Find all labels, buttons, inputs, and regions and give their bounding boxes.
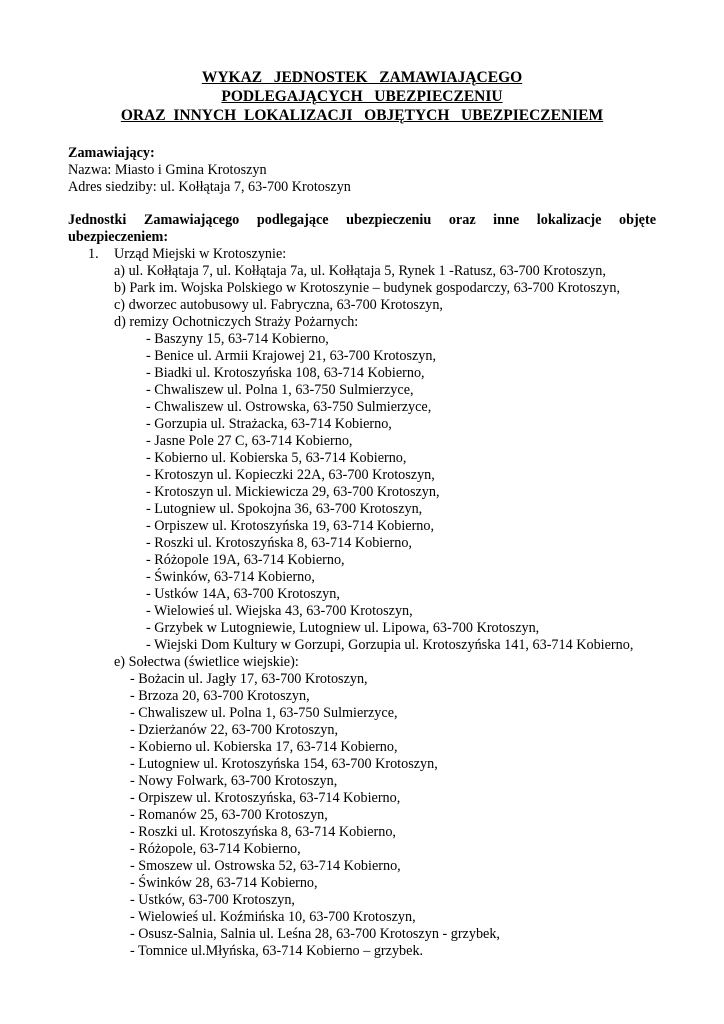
zamawiajacy-name: Nazwa: Miasto i Gmina Krotoszyn [68, 162, 267, 178]
list-item: - Bożacin ul. Jagły 17, 63-700 Krotoszyn, [130, 671, 368, 687]
list-item: - Jasne Pole 27 C, 63-714 Kobierno, [146, 433, 353, 449]
list-item: - Dzierżanów 22, 63-700 Krotoszyn, [130, 722, 339, 738]
list-item: - Gorzupia ul. Strażacka, 63-714 Kobierno, [146, 416, 392, 432]
list-item: - Wiejski Dom Kultury w Gorzupi, Gorzupia ul. Krotoszyńska 141, 63-714 Kobierno, [146, 637, 634, 653]
list-item: - Chwaliszew ul. Polna 1, 63-750 Sulmierzyce, [130, 705, 398, 721]
list-item-label: Urząd Miejski w Krotoszynie: [114, 246, 287, 262]
list-item: - Biadki ul. Krotoszyńska 108, 63-714 Kobierno, [146, 365, 425, 381]
sub-item-b: b) Park im. Wojska Polskiego w Krotoszynie – budynek gospodarczy, 63-700 Krotoszyn, [114, 280, 620, 296]
jednostki-heading: Jednostki Zamawiającego podlegające ubezpieczeniu oraz inne lokalizacje objęte ubezpieczeniem: [68, 212, 656, 245]
list-item: - Romanów 25, 63-700 Krotoszyn, [130, 807, 328, 823]
list-item: - Kobierno ul. Kobierska 5, 63-714 Kobierno, [146, 450, 407, 466]
title-line-1: WYKAZ JEDNOSTEK ZAMAWIAJĄCEGO [201, 69, 523, 86]
list-item: - Orpiszew ul. Krotoszyńska 19, 63-714 Kobierno, [146, 518, 435, 534]
list-item: - Świnków 28, 63-714 Kobierno, [130, 875, 318, 891]
document-title [0, 68, 724, 125]
zamawiajacy-address: Adres siedziby: ul. Kołłątaja 7, 63-700 Krotoszyn [68, 179, 351, 195]
list-item: - Roszki ul. Krotoszyńska 8, 63-714 Kobierno, [130, 824, 396, 840]
list-item: - Nowy Folwark, 63-700 Krotoszyn, [130, 773, 338, 789]
list-item: - Smoszew ul. Ostrowska 52, 63-714 Kobierno, [130, 858, 401, 874]
list-item: - Grzybek w Lutogniewie, Lutogniew ul. Lipowa, 63-700 Krotoszyn, [146, 620, 540, 636]
list-item: - Krotoszyn ul. Kopieczki 22A, 63-700 Krotoszyn, [146, 467, 435, 483]
list-item: - Świnków, 63-714 Kobierno, [146, 569, 315, 585]
list-item: - Osusz-Salnia, Salnia ul. Leśna 28, 63-700 Krotoszyn - grzybek, [130, 926, 500, 942]
list-item: - Benice ul. Armii Krajowej 21, 63-700 Krotoszyn, [146, 348, 436, 364]
sub-item-e: e) Sołectwa (świetlice wiejskie): [114, 654, 299, 670]
zamawiajacy-section [68, 145, 656, 196]
solectwa-list [130, 671, 500, 960]
list-item: - Baszyny 15, 63-714 Kobierno, [146, 331, 329, 347]
list-item: - Roszki ul. Krotoszyńska 8, 63-714 Kobierno, [146, 535, 412, 551]
list-item: - Lutogniew ul. Krotoszyńska 154, 63-700 Krotoszyn, [130, 756, 438, 772]
list-item: - Krotoszyn ul. Mickiewicza 29, 63-700 Krotoszyn, [146, 484, 440, 500]
title-line-2: PODLEGAJĄCYCH UBEZPIECZENIU [221, 88, 503, 105]
list-item: - Chwaliszew ul. Ostrowska, 63-750 Sulmierzyce, [146, 399, 432, 415]
title-line-3: ORAZ INNYCH LOKALIZACJI OBJĘTYCH UBEZPIECZENIEM [120, 107, 604, 124]
list-item-1 [88, 246, 286, 263]
list-item: - Ustków, 63-700 Krotoszyn, [130, 892, 295, 908]
list-item: - Ustków 14A, 63-700 Krotoszyn, [146, 586, 340, 602]
list-item: - Chwaliszew ul. Polna 1, 63-750 Sulmierzyce, [146, 382, 414, 398]
remizy-list [146, 331, 633, 654]
list-item: - Brzoza 20, 63-700 Krotoszyn, [130, 688, 310, 704]
list-item: - Tomnice ul.Młyńska, 63-714 Kobierno – grzybek. [130, 943, 424, 959]
sub-items-abcd [114, 263, 620, 331]
list-item-number: 1. [88, 246, 99, 262]
list-item: - Kobierno ul. Kobierska 17, 63-714 Kobierno, [130, 739, 398, 755]
list-item: - Lutogniew ul. Spokojna 36, 63-700 Krotoszyn, [146, 501, 423, 517]
sub-item-d: d) remizy Ochotniczych Straży Pożarnych: [114, 314, 359, 330]
list-item: - Wielowieś ul. Wiejska 43, 63-700 Krotoszyn, [146, 603, 413, 619]
sub-item-c: c) dworzec autobusowy ul. Fabryczna, 63-700 Krotoszyn, [114, 297, 443, 313]
zamawiajacy-heading: Zamawiający: [68, 145, 155, 161]
sub-item-a: a) ul. Kołłątaja 7, ul. Kołłątaja 7a, ul. Kołłątaja 5, Rynek 1 -Ratusz, 63-700 Krotoszyn, [114, 263, 606, 279]
list-item: - Orpiszew ul. Krotoszyńska, 63-714 Kobierno, [130, 790, 401, 806]
list-item: - Wielowieś ul. Koźmińska 10, 63-700 Krotoszyn, [130, 909, 416, 925]
list-item: - Różopole 19A, 63-714 Kobierno, [146, 552, 345, 568]
list-item: - Różopole, 63-714 Kobierno, [130, 841, 301, 857]
